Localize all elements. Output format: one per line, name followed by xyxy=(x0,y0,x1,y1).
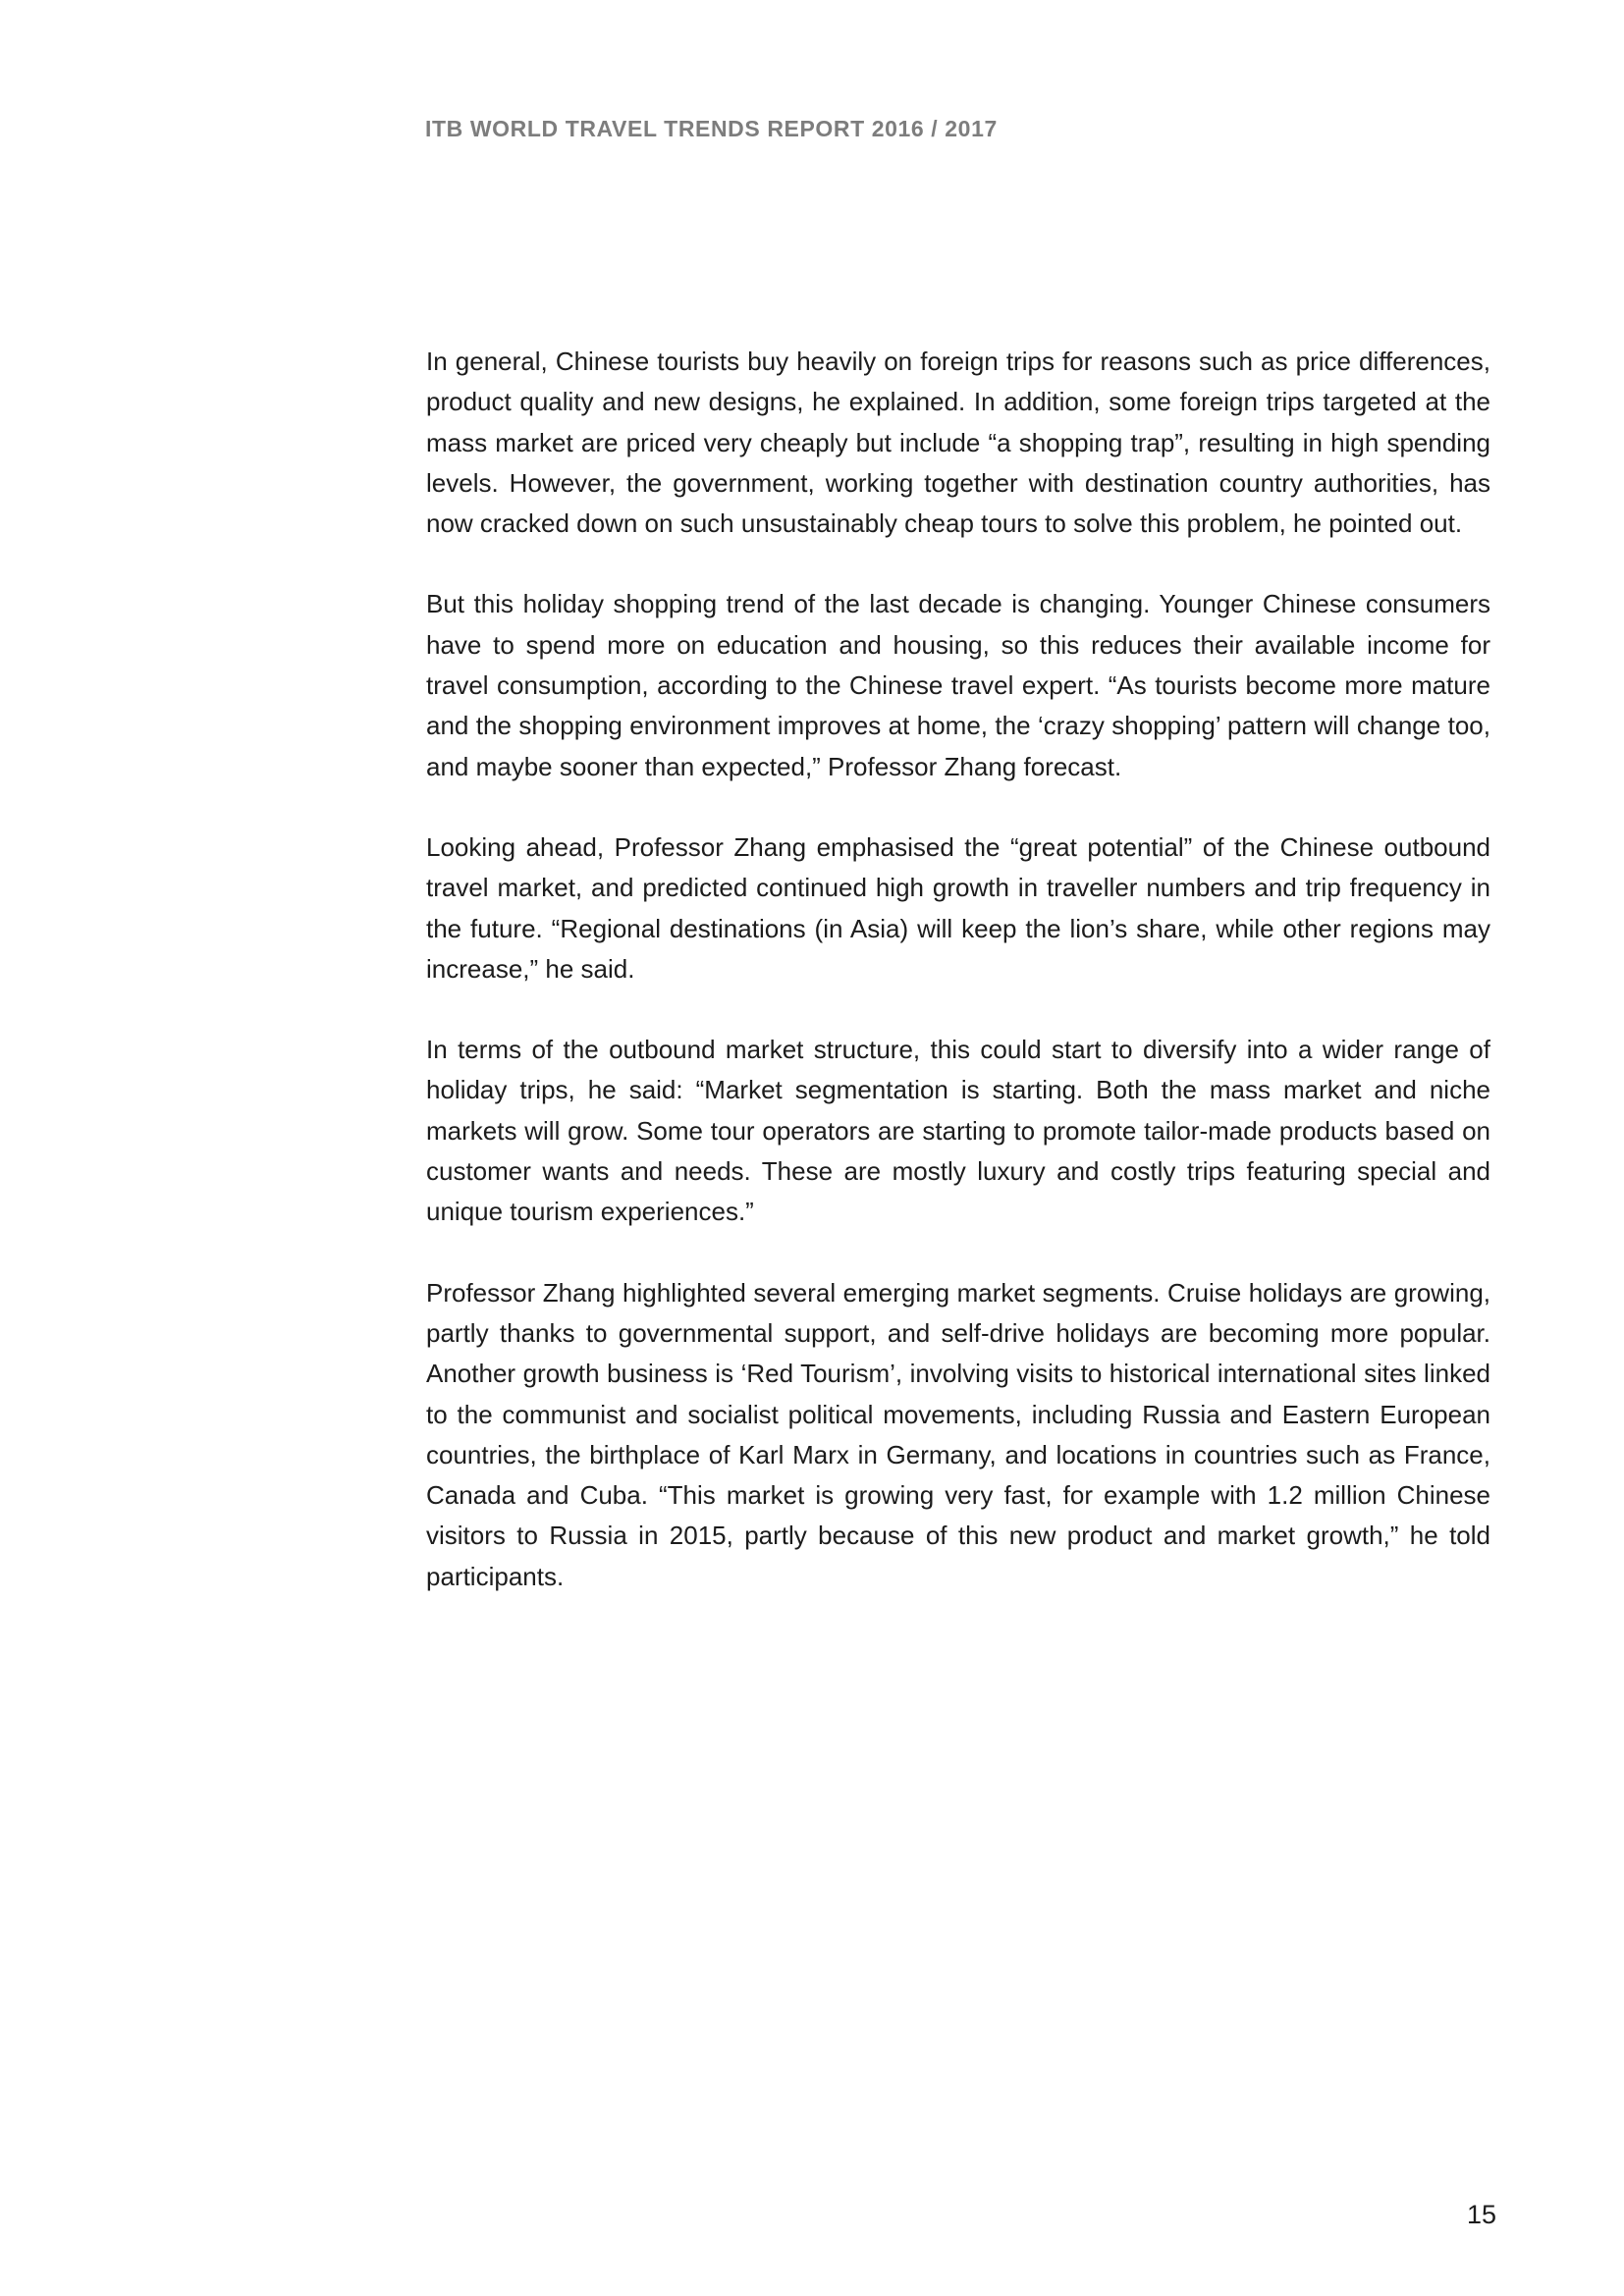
page-number: 15 xyxy=(1467,2200,1497,2229)
paragraph: But this holiday shopping trend of the last decade is changing. Younger Chinese consumers have to spend more on education and housing, so this reduces their available income for travel consumption, according to the Chinese travel expert. “As tourists become more mature and the shopping environment improves at home, the ‘crazy shopping’ pattern will change too, and maybe sooner than expected,” Professor Zhang forecast. xyxy=(426,589,1490,781)
running-header: ITB WORLD TRAVEL TRENDS REPORT 2016 / 2017 xyxy=(425,116,998,141)
paragraph: In terms of the outbound market structure, this could start to diversify into a wider range of holiday trips, he said: “Market segmentation is starting. Both the mass market and niche markets will grow. Some tour operators are starting to promote tailor-made products based on customer wants and needs. These are mostly luxury and costly trips featuring special and unique tourism experiences.” xyxy=(426,1035,1490,1227)
paragraph: In general, Chinese tourists buy heavily on foreign trips for reasons such as price differences, product quality and new designs, he explained. In addition, some foreign trips targeted at the mass market are priced very cheaply but include “a shopping trap”, resulting in high spending levels. However, the government, working together with destination country authorities, has now cracked down on such unsustainably cheap tours to solve this problem, he pointed out. xyxy=(426,347,1490,539)
paragraph: Looking ahead, Professor Zhang emphasised the “great potential” of the Chinese outbound travel market, and predicted continued high growth in traveller numbers and trip frequency in the future. “Regional destinations (in Asia) will keep the lion’s share, while other regions may increase,” he said. xyxy=(426,831,1490,984)
article-body xyxy=(426,342,1490,1637)
paragraph: Professor Zhang highlighted several emerging market segments. Cruise holidays are growing, partly thanks to governmental support, and self-drive holidays are becoming more popular. Another growth business is ‘Red Tourism’, involving visits to historical international sites linked to the communist and socialist political movements, including Russia and Eastern European countries, the birthplace of Karl Marx in Germany, and locations in countries such as France, Canada and Cuba. “This market is growing very fast, for example with 1.2 million Chinese visitors to Russia in 2015, partly because of this new product and market growth,” he told participants. xyxy=(426,1277,1490,1591)
